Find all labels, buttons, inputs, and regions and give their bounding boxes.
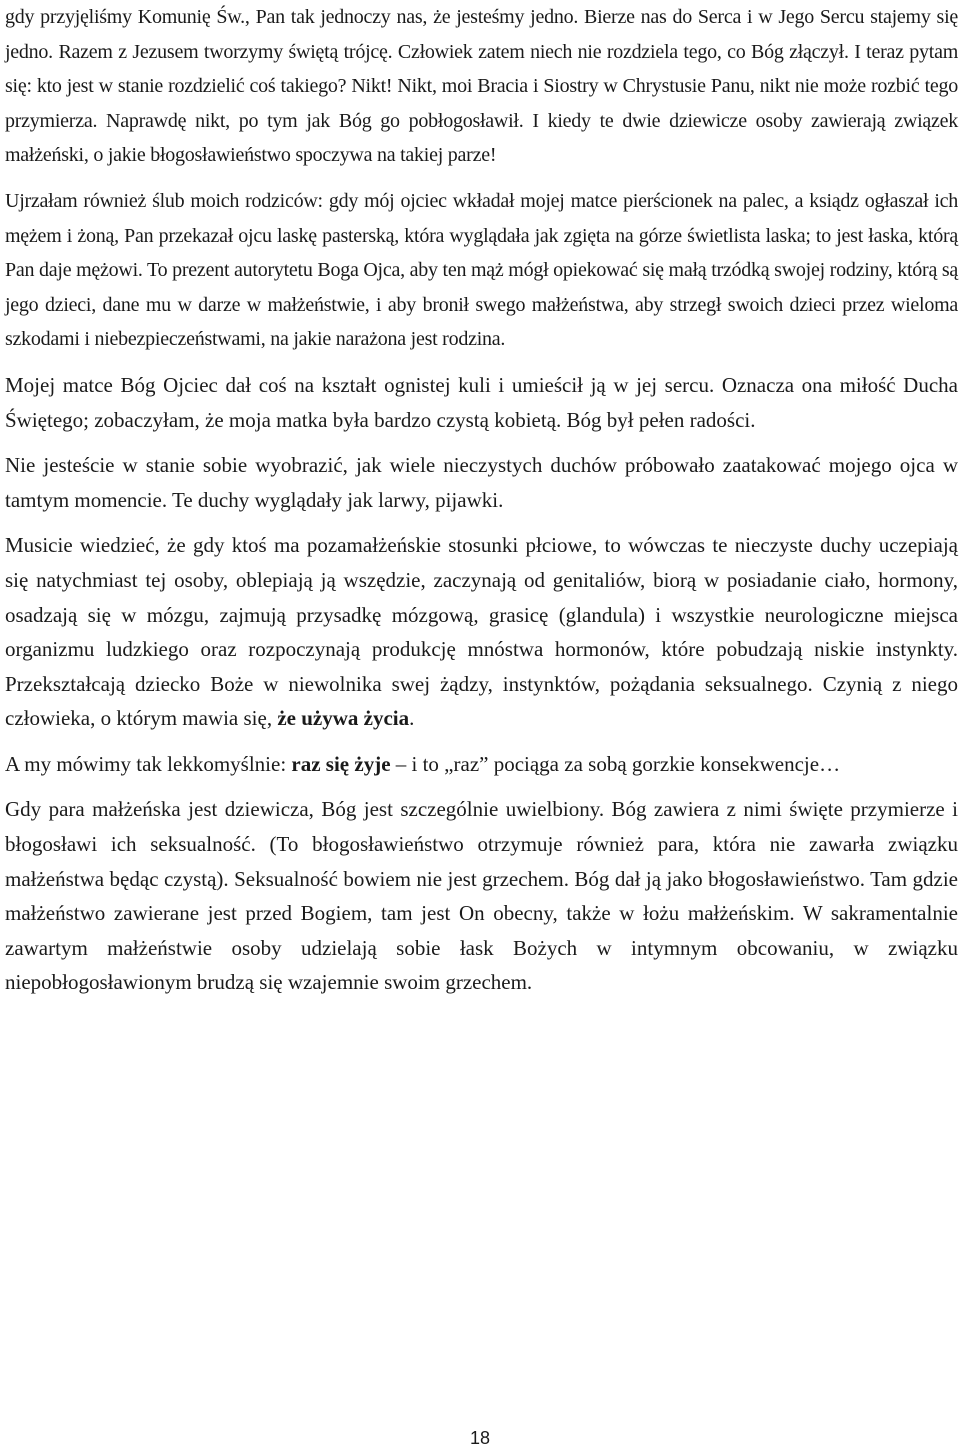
paragraph-5-emphasis: że używa życia <box>277 706 410 731</box>
paragraph-3-text: Mojej matce Bóg Ojciec dał coś na kształt ognistej kuli i umieścił ją w jej sercu. Oznacza ona miłość Ducha Świętego; zobaczyłam, że moja matka była bardzo czystą kobietą. Bóg był pełen radości. <box>5 372 958 432</box>
paragraph-7 <box>5 792 958 1000</box>
paragraph-1 <box>5 0 958 173</box>
page-number: 18 <box>469 1428 491 1448</box>
paragraph-6-emphasis: raz się żyje <box>291 751 391 776</box>
paragraph-4 <box>5 448 958 517</box>
paragraph-5-text: Musicie wiedzieć, że gdy ktoś ma pozamałżeńskie stosunki płciowe, to wówczas te nieczyste duchy uczepiają się natychmiast tej osoby, oblepiają ją wszędzie, zaczynają od genitaliów, biorą w posiadanie ciało, hormony, osadzają się w mózgu, zajmują przysadkę mózgową, grasicę (glandula) i wszystkie neurologiczne miejsca organizmu ludzkiego oraz rozpoczynają produkcję mnóstwa hormonów, które pobudzają niskie instynkty. Przekształcają dziecko Boże w niewolnika swej żądzy, instynktów, pożądania seksualnego. Czynią z niego człowieka, o którym mawia się, <box>5 533 958 731</box>
paragraph-5 <box>5 528 958 736</box>
document-page <box>5 0 958 1000</box>
paragraph-6 <box>5 747 958 782</box>
paragraph-3 <box>5 368 958 437</box>
paragraph-2-text: Ujrzałam również ślub moich rodziców: gdy mój ojciec wkładał mojej matce pierścionek na palec, a ksiądz ogłaszał ich mężem i żoną, Pan przekazał ojcu laskę pasterską, która wyglądała jak zgięta na górze świetlista laska; to jest łaska, którą Pan daje mężowi. To prezent autorytetu Boga Ojca, aby ten mąż mógł opiekować się małą trzódką swojej rodziny, którą są jego dzieci, dane mu w darze w małżeństwie, i aby bronił swego małżeństwa, aby strzegł swoich dzieci przez wieloma szkodami i niebezpieczeństwami, na jakie narażona jest rodzina. <box>5 189 958 351</box>
paragraph-4-text: Nie jesteście w stanie sobie wyobrazić, jak wiele nieczystych duchów próbowało zaatakować mojego ojca w tamtym momencie. Te duchy wyglądały jak larwy, pijawki. <box>5 453 958 512</box>
paragraph-5-end: . <box>409 706 415 731</box>
paragraph-7-text: Gdy para małżeńska jest dziewicza, Bóg jest szczególnie uwielbiony. Bóg zawiera z nimi święte przymierze i błogosławi ich seksualność. (To błogosławieństwo otrzymuje również para, która nie zawarła związku małżeństwa będąc czystą). Seksualność bowiem nie jest grzechem. Bóg dał ją jako błogosławieństwo. Tam gdzie małżeństwo zawierane jest przed Bogiem, tam jest On obecny, także w łożu małżeńskim. W sakramentalnie zawartym małżeństwie osoby udzielają sobie łask Bożych w intymnym obcowaniu, w związku niepobłogosławionym brudzą się wzajemnie swoim grzechem. <box>5 797 958 995</box>
paragraph-2 <box>5 184 958 357</box>
paragraph-6-end: – i to „raz” pociąga za sobą gorzkie konsekwencje… <box>390 751 841 776</box>
paragraph-1-text: gdy przyjęliśmy Komunię Św., Pan tak jednoczy nas, że jesteśmy jedno. Bierze nas do Serca i w Jego Sercu stajemy się jedno. Razem z Jezusem tworzymy świętą trójcę. Człowiek zatem niech nie rozdziela tego, co Bóg złączył. I teraz pytam się: kto jest w stanie rozdzielić coś takiego? Nikt! Nikt, moi Bracia i Siostry w Chrystusie Panu, nikt nie może rozbić tego przymierza. Naprawdę nikt, po tym jak Bóg go pobłogosławił. I kiedy te dwie dziewicze osoby zawierają związek małżeński, o jakie błogosławieństwo spoczywa na takiej parze! <box>5 6 958 167</box>
paragraph-6-text: A my mówimy tak lekkomyślnie: <box>5 751 292 776</box>
